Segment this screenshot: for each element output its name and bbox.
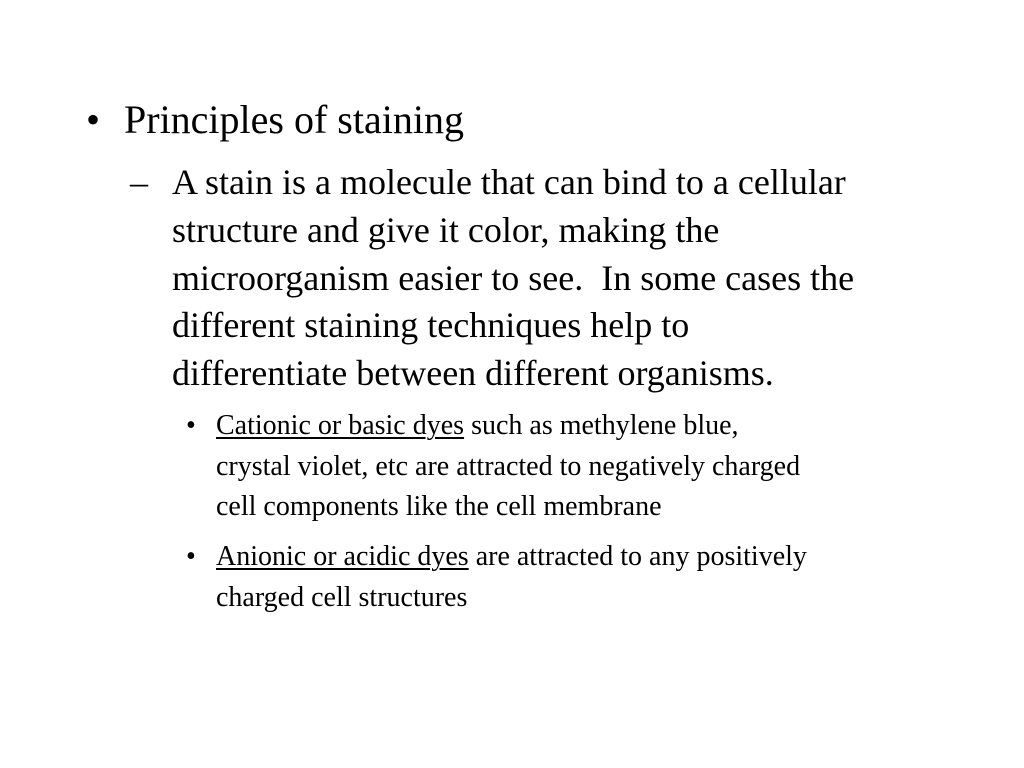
bullet-marker: •: [86, 97, 101, 142]
anionic-dyes-line1: are attracted to any positively: [468, 541, 807, 572]
anionic-dyes-text: [216, 537, 946, 618]
cationic-dyes-term: Cationic or basic dyes: [216, 410, 465, 441]
definition-line: differentiate between different organisms.: [172, 353, 774, 394]
bullet-marker: •: [186, 410, 196, 441]
definition-line: structure and give it color, making the: [172, 209, 720, 250]
definition-line: A stain is a molecule that can bind to a cellular: [172, 162, 846, 202]
slide-heading: Principles of staining: [124, 97, 464, 142]
cationic-dyes-line1: such as methylene blue,: [464, 410, 739, 441]
cationic-dyes-line3: cell components like the cell membrane: [216, 491, 662, 522]
definition-line: microorganism easier to see. In some cases the: [172, 257, 855, 298]
anionic-dyes-line2: charged cell structures: [216, 581, 468, 613]
bullet-marker: •: [186, 541, 196, 572]
anionic-dyes-term: Anionic or acidic dyes: [216, 541, 469, 572]
stain-definition-text: [172, 159, 952, 398]
dash-marker: –: [130, 162, 148, 202]
cationic-dyes-line2: crystal violet, etc are attracted to negatively charged: [216, 450, 801, 482]
definition-line: different staining techniques help to: [172, 305, 690, 346]
cationic-dyes-text: [216, 406, 946, 528]
